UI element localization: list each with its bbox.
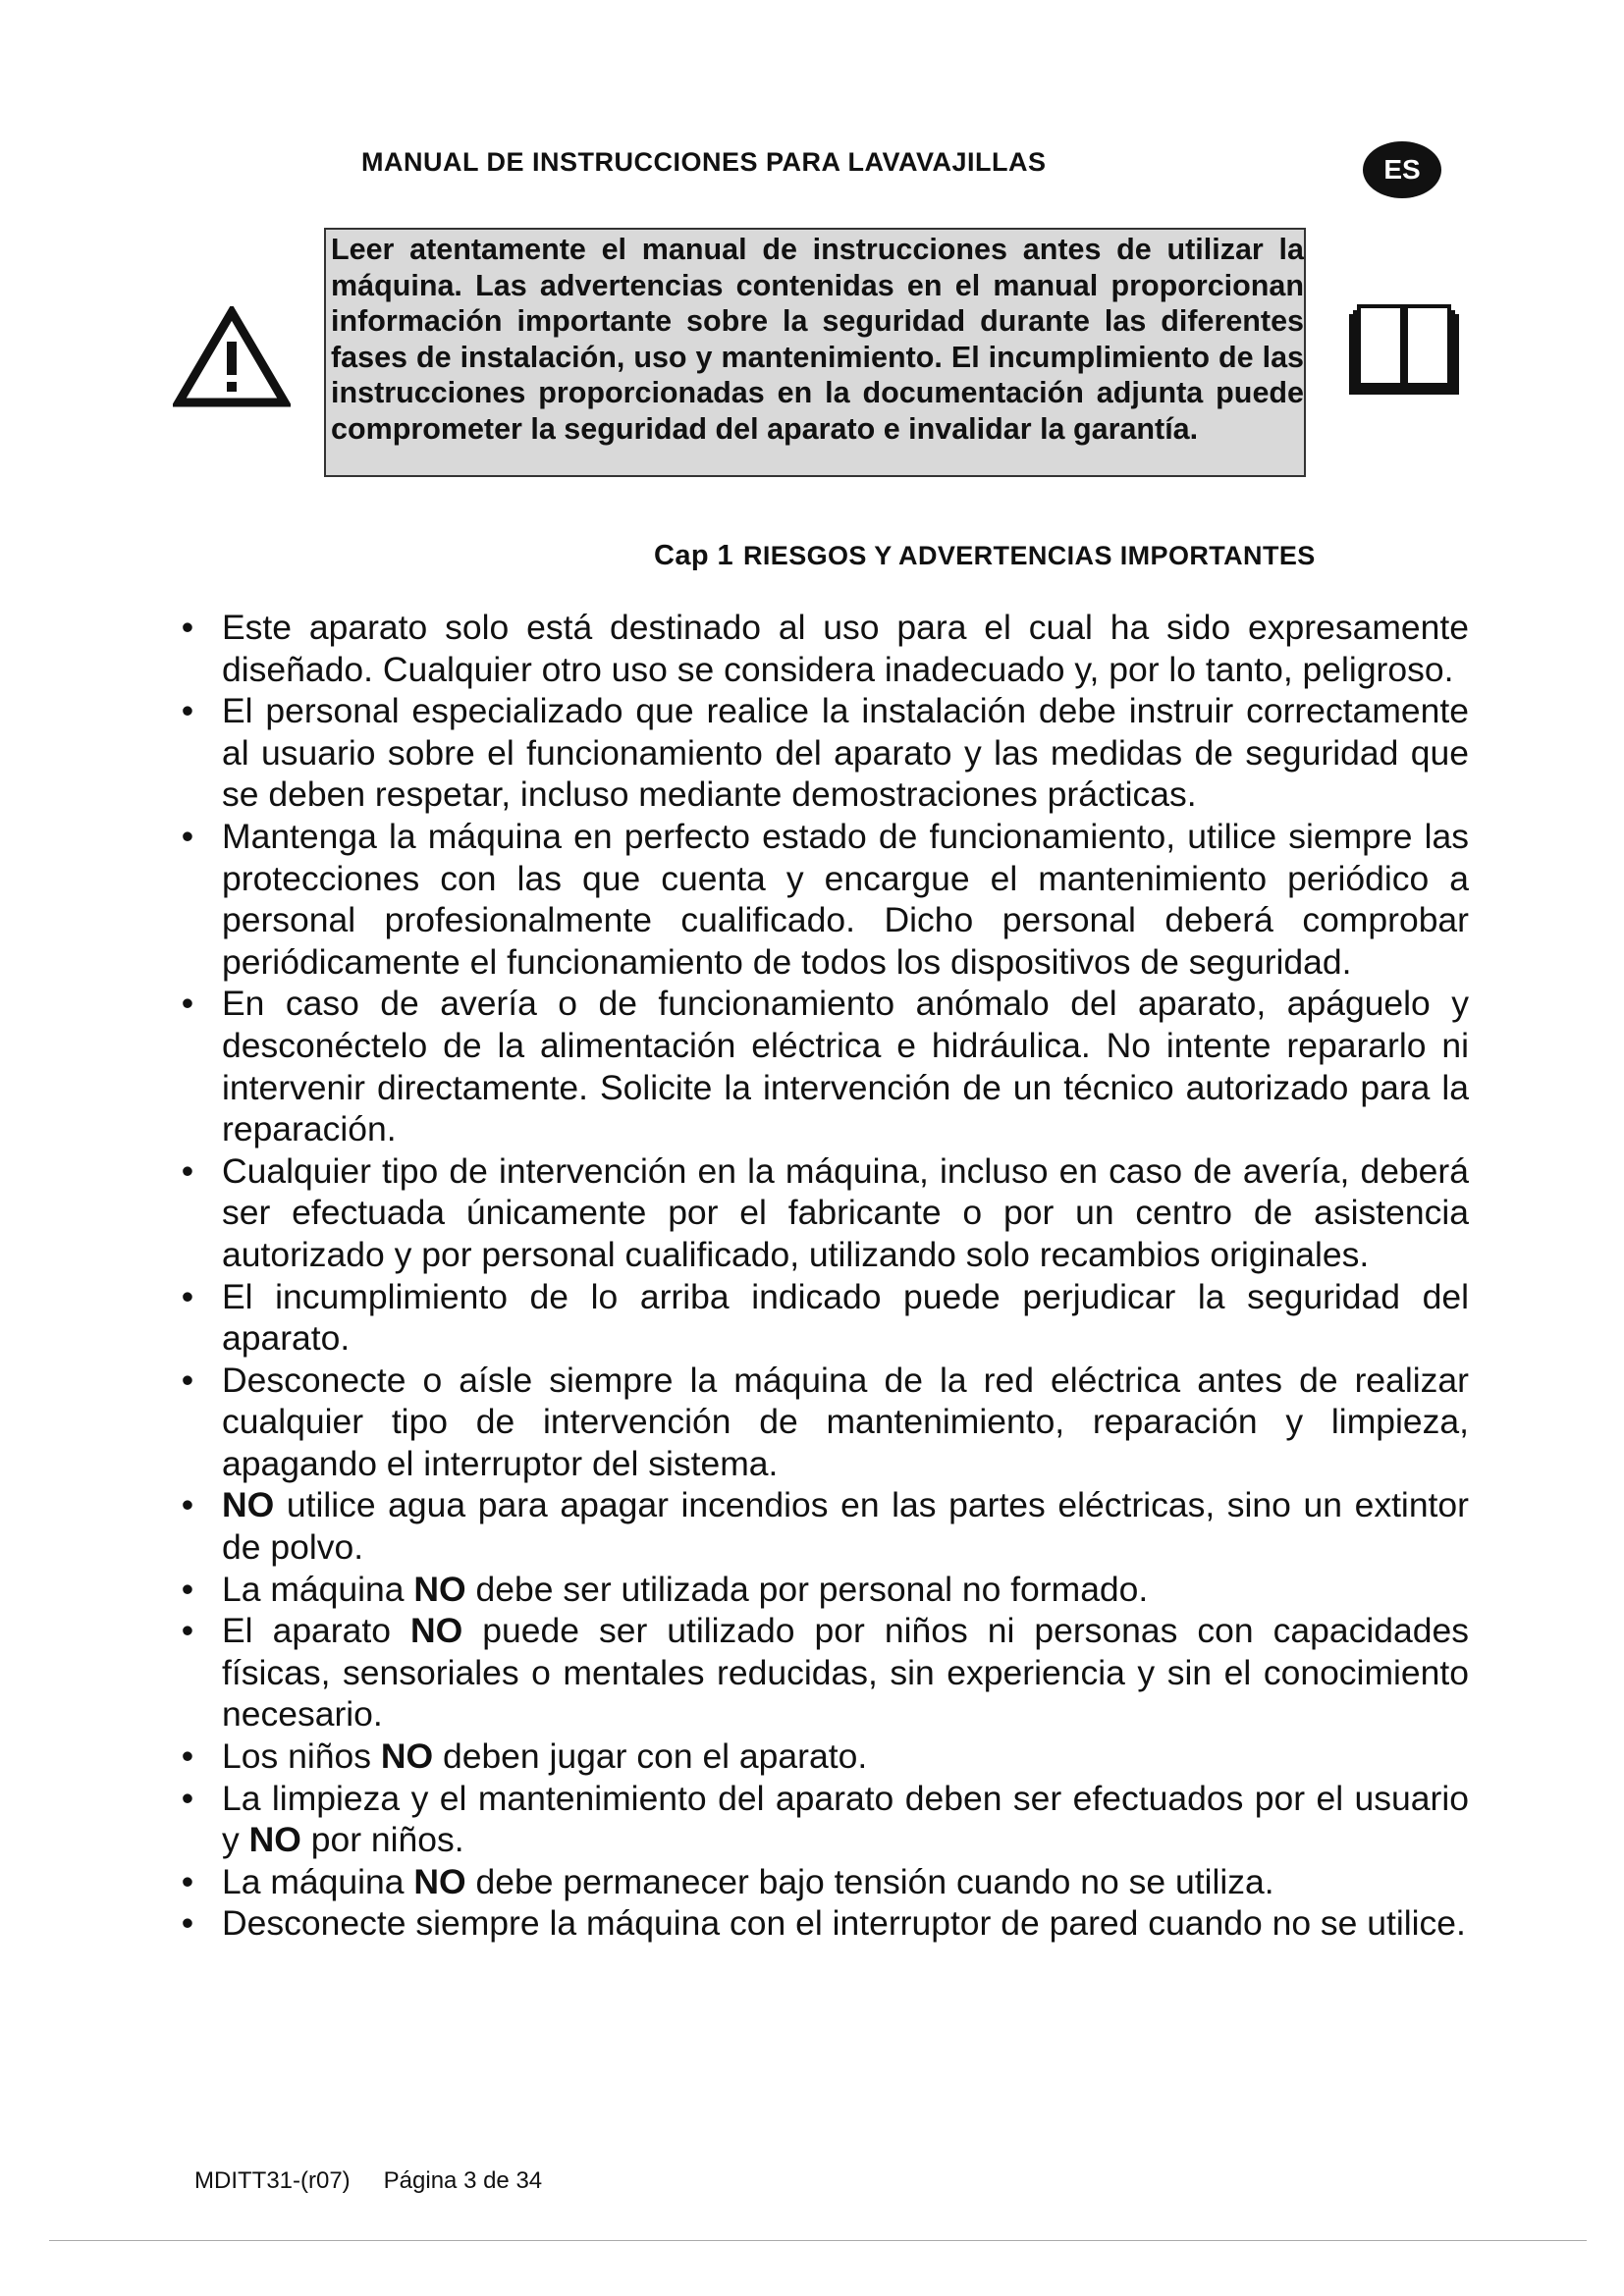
list-item-text: La máquina — [222, 1569, 414, 1609]
document-code: MDITT31-(r07) — [194, 2167, 351, 2194]
list-item-emphasis: NO — [409, 1611, 463, 1651]
list-item-text-cont: puede ser utilizado por niños ni personas con capacidades físicas, sensoriales o mentales reducidas, sin experiencia y sin el conocimiento necesario. — [222, 1611, 1469, 1735]
list-item — [173, 1902, 1469, 1945]
bullet-icon: • — [181, 1485, 194, 1525]
bullet-icon: • — [181, 1903, 194, 1944]
bullet-icon: • — [181, 984, 194, 1024]
list-item-emphasis: NO — [248, 1820, 301, 1860]
list-item-emphasis: NO — [380, 1736, 434, 1777]
list-item-text: En caso de avería o de funcionamiento anómalo del aparato, apáguelo y desconéctelo de la alimentación eléctrica e hidráulica. No intente repararlo ni intervenir directamente. Solicite la intervención de un técnico autorizado para la reparación. — [222, 984, 1469, 1149]
list-item — [173, 816, 1469, 983]
safety-warnings-list — [173, 607, 1469, 1945]
chapter-title: RIESGOS Y ADVERTENCIAS IMPORTANTES — [742, 541, 1316, 570]
list-item-text: El personal especializado que realice la instalación debe instruir correctamente al usuario sobre el funcionamiento del aparato y las medidas de seguridad que se deben respetar, incluso mediante demostraciones prácticas. — [222, 691, 1469, 815]
safety-notice-text: Leer atentamente el manual de instrucciones antes de utilizar la máquina. Las advertencias contenidas en el manual proporcionan información importante sobre la seguridad durante las diferentes fases de instalación, uso y mantenimiento. El incumplimiento de las instrucciones proporcionadas en la documentación adjunta puede comprometer la seguridad del aparato e invalidar la garantía. — [331, 233, 1304, 446]
list-item — [173, 1150, 1469, 1276]
list-item-text-cont: debe permanecer bajo tensión cuando no se utiliza. — [465, 1861, 1274, 1901]
list-item — [173, 983, 1469, 1149]
list-item-text-cont: deben jugar con el aparato. — [433, 1736, 868, 1777]
list-item-emphasis: NO — [413, 1861, 466, 1901]
page-footer — [194, 2167, 575, 2195]
list-item — [173, 1276, 1469, 1360]
chapter-number: Cap 1 — [654, 540, 733, 571]
list-item-text: Este aparato solo está destinado al uso para el cual ha sido expresamente diseñado. Cualquier otro uso se considera inadecuado y, por lo tanto, peligroso. — [222, 608, 1469, 689]
list-item — [173, 1610, 1469, 1735]
safety-notice-box — [324, 228, 1306, 477]
list-item-text: Desconecte o aísle siempre la máquina de la red eléctrica antes de realizar cualquier tipo de intervención de mantenimiento, reparación y limpieza, apagando el interruptor del sistema. — [222, 1360, 1469, 1483]
bullet-icon: • — [181, 1611, 194, 1651]
warning-triangle-icon — [173, 306, 291, 408]
list-item-text: La limpieza y el mantenimiento del aparato deben ser efectuados por el usuario y — [222, 1778, 1469, 1860]
list-item-text-cont: por niños. — [300, 1820, 464, 1860]
list-item — [173, 1569, 1469, 1611]
open-book-icon — [1345, 294, 1463, 402]
bullet-icon: • — [181, 816, 194, 856]
footer-divider — [49, 2240, 1587, 2241]
list-item-text: La máquina — [222, 1861, 414, 1901]
chapter-heading — [654, 540, 1316, 572]
list-item-text: Cualquier tipo de intervención en la máquina, incluso en caso de avería, deberá ser efectuada únicamente por el fabricante o por un centro de asistencia autorizado y por personal cualificado, utilizando solo recambios originales. — [222, 1150, 1469, 1274]
list-item — [173, 690, 1469, 816]
bullet-icon: • — [181, 1569, 194, 1609]
document-title: MANUAL DE INSTRUCCIONES PARA LAVAVAJILLAS — [361, 147, 1047, 177]
bullet-icon: • — [181, 1360, 194, 1400]
list-item — [173, 607, 1469, 690]
list-item — [173, 1484, 1469, 1568]
list-item-emphasis: NO — [222, 1485, 275, 1525]
bullet-icon: • — [181, 691, 194, 731]
bullet-icon: • — [181, 608, 194, 647]
bullet-icon: • — [181, 1861, 194, 1901]
list-item-emphasis: NO — [413, 1569, 466, 1609]
list-item — [173, 1360, 1469, 1485]
list-item-text-cont: debe ser utilizada por personal no formado. — [465, 1569, 1149, 1609]
list-item — [173, 1861, 1469, 1903]
page-number: Página 3 de 34 — [383, 2167, 543, 2194]
list-item-text: Mantenga la máquina en perfecto estado de funcionamiento, utilice siempre las protecciones con las que cuenta y encargue el mantenimiento periódico a personal profesionalmente cualificado. Dicho personal deberá comprobar periódicamente el funcionamiento de todos los dispositivos de seguridad. — [222, 816, 1469, 982]
bullet-icon: • — [181, 1276, 194, 1316]
bullet-icon: • — [181, 1150, 194, 1191]
list-item — [173, 1778, 1469, 1861]
list-item-text: Los niños — [222, 1736, 381, 1777]
list-item-text-cont: utilice agua para apagar incendios en las partes eléctricas, sino un extintor de polvo. — [222, 1485, 1469, 1568]
bullet-icon: • — [181, 1736, 194, 1777]
language-badge: ES — [1363, 141, 1441, 198]
list-item-text: El aparato — [222, 1611, 410, 1651]
list-item-text: El incumplimiento de lo arriba indicado puede perjudicar la seguridad del aparato. — [222, 1276, 1469, 1359]
list-item — [173, 1735, 1469, 1778]
list-item-text: Desconecte siempre la máquina con el interruptor de pared cuando no se utilice. — [222, 1903, 1466, 1944]
bullet-icon: • — [181, 1778, 194, 1818]
